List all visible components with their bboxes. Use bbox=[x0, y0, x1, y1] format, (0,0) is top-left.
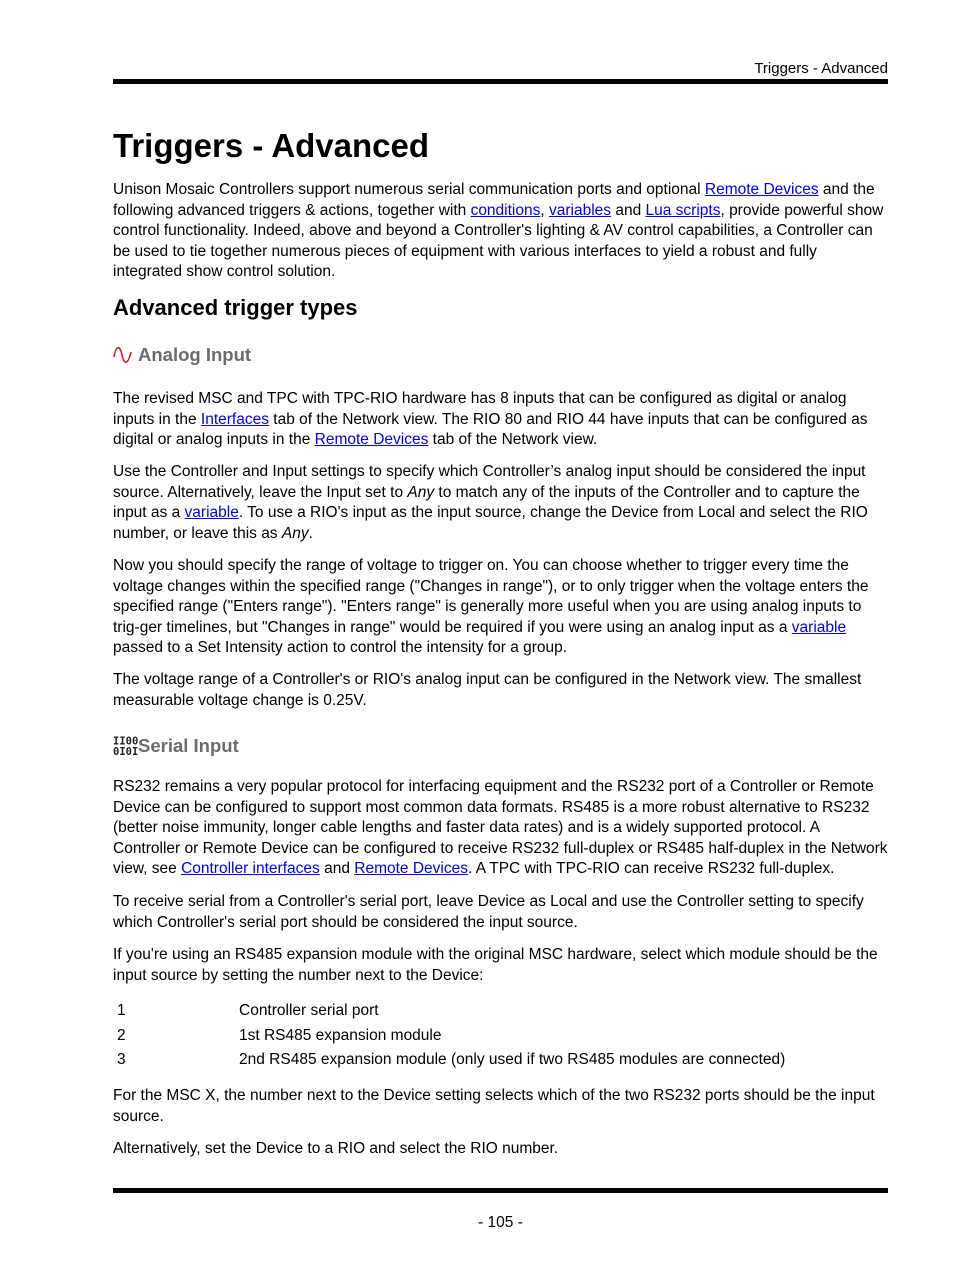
binary-digits-icon bbox=[113, 735, 139, 758]
remote-devices-link[interactable]: Remote Devices bbox=[354, 860, 468, 877]
serial-input-heading: II00 0I0I Serial Input bbox=[113, 735, 239, 758]
variable-link[interactable]: variable bbox=[184, 504, 239, 521]
serial-paragraph-3: If you're using an RS485 expansion module with the original MSC hardware, select which module should be the input source by setting the number next to the Device: bbox=[113, 946, 878, 984]
analog-paragraph-2: Use the Controller and Input settings to specify which Controller’s analog input should be considered the input source. Alternatively, leave the Input set to Any to match any of the inputs of the Controller and to capture the input as a variable. To use a RIO's input as the input source, change the Device from Local and select the RIO number, or leave this as Any. bbox=[113, 463, 868, 542]
table-row: 3 2nd RS485 expansion module (only used if two RS485 modules are connected) bbox=[117, 1051, 786, 1068]
conditions-link[interactable]: conditions bbox=[470, 201, 541, 219]
variable-link[interactable]: variable bbox=[791, 618, 847, 636]
sine-wave-icon bbox=[113, 344, 133, 366]
running-header: Triggers - Advanced bbox=[754, 60, 888, 77]
table-row: 1 Controller serial port bbox=[117, 1002, 379, 1019]
analog-input-heading: Analog Input bbox=[113, 343, 251, 367]
remote-devices-link[interactable]: Remote Devices bbox=[704, 181, 819, 198]
analog-paragraph-3: Now you should specify the range of voltage to trigger on. You can choose whether to trigger every time the voltage changes within the specified range ("Changes in range"), or to only trigger when the voltage enters the specified range ("Enters range"). "Enters range" is generally more useful when you are using analog inputs to trig-ger timelines, but "Changes in range" would be required if you were using an analog input as a variable passed to a Set Intensity action to control the intensity for a group. bbox=[113, 557, 869, 656]
intro-paragraph: Unison Mosaic Controllers support numerous serial communication ports and optional Remote Devices and the following advanced triggers & actions, together with conditions, variables and Lua scripts, provide powerful show control functionality. Indeed, above and beyond a Controller's lighting & AV control capabilities, a Controller can be used to tie together numerous pieces of equipment with various interfaces to yield a robust and fully integrated show control solution. bbox=[113, 181, 884, 280]
analog-paragraph-1: The revised MSC and TPC with TPC-RIO hardware has 8 inputs that can be configured as digital or analog inputs in the Interfaces tab of the Network view. The RIO 80 and RIO 44 have inputs that can be configured as digital or analog inputs in the Remote Devices tab of the Network view. bbox=[113, 390, 868, 448]
footer-rule bbox=[113, 1188, 888, 1193]
page-number: - 105 - bbox=[478, 1214, 523, 1231]
remote-devices-link[interactable]: Remote Devices bbox=[314, 431, 429, 448]
svg-text:II00: II00 bbox=[113, 735, 139, 748]
header-rule bbox=[113, 79, 888, 84]
controller-interfaces-link[interactable]: Controller interfaces bbox=[181, 860, 320, 877]
page-title: Triggers - Advanced bbox=[113, 127, 430, 164]
serial-paragraph-5: Alternatively, set the Device to a RIO and select the RIO number. bbox=[113, 1140, 559, 1157]
serial-paragraph-4: For the MSC X, the number next to the Device setting selects which of the two RS232 ports should be the input source. bbox=[113, 1087, 875, 1125]
table-row: 2 1st RS485 expansion module bbox=[117, 1026, 442, 1044]
variables-link[interactable]: variables bbox=[548, 201, 612, 219]
serial-paragraph-2: To receive serial from a Controller's serial port, leave Device as Local and use the Controller setting to specify which Controller's serial port should be considered the input source. bbox=[113, 893, 864, 931]
lua-scripts-link[interactable]: Lua scripts bbox=[645, 201, 721, 219]
svg-text:0I0I: 0I0I bbox=[113, 746, 139, 758]
module-number-table bbox=[113, 1000, 785, 1074]
interfaces-link[interactable]: Interfaces bbox=[200, 410, 269, 428]
analog-paragraph-4: The voltage range of a Controller's or RIO's analog input can be configured in the Network view. The smallest measurable voltage change is 0.25V. bbox=[113, 671, 862, 709]
serial-paragraph-1: RS232 remains a very popular protocol for interfacing equipment and the RS232 port of a Controller or Remote Device can be configured to support most common data formats. RS485 is a more robust alternative to RS232 (better noise immunity, longer cable lengths and faster data rates) and is a widely supported protocol. A Controller or Remote Device can be configured to receive RS232 full-duplex or RS485 half-duplex in the Network view, see Controller interfaces and Remote Devices. A TPC with TPC-RIO can receive RS232 full-duplex. bbox=[113, 778, 888, 877]
section-heading: Advanced trigger types bbox=[113, 295, 358, 320]
